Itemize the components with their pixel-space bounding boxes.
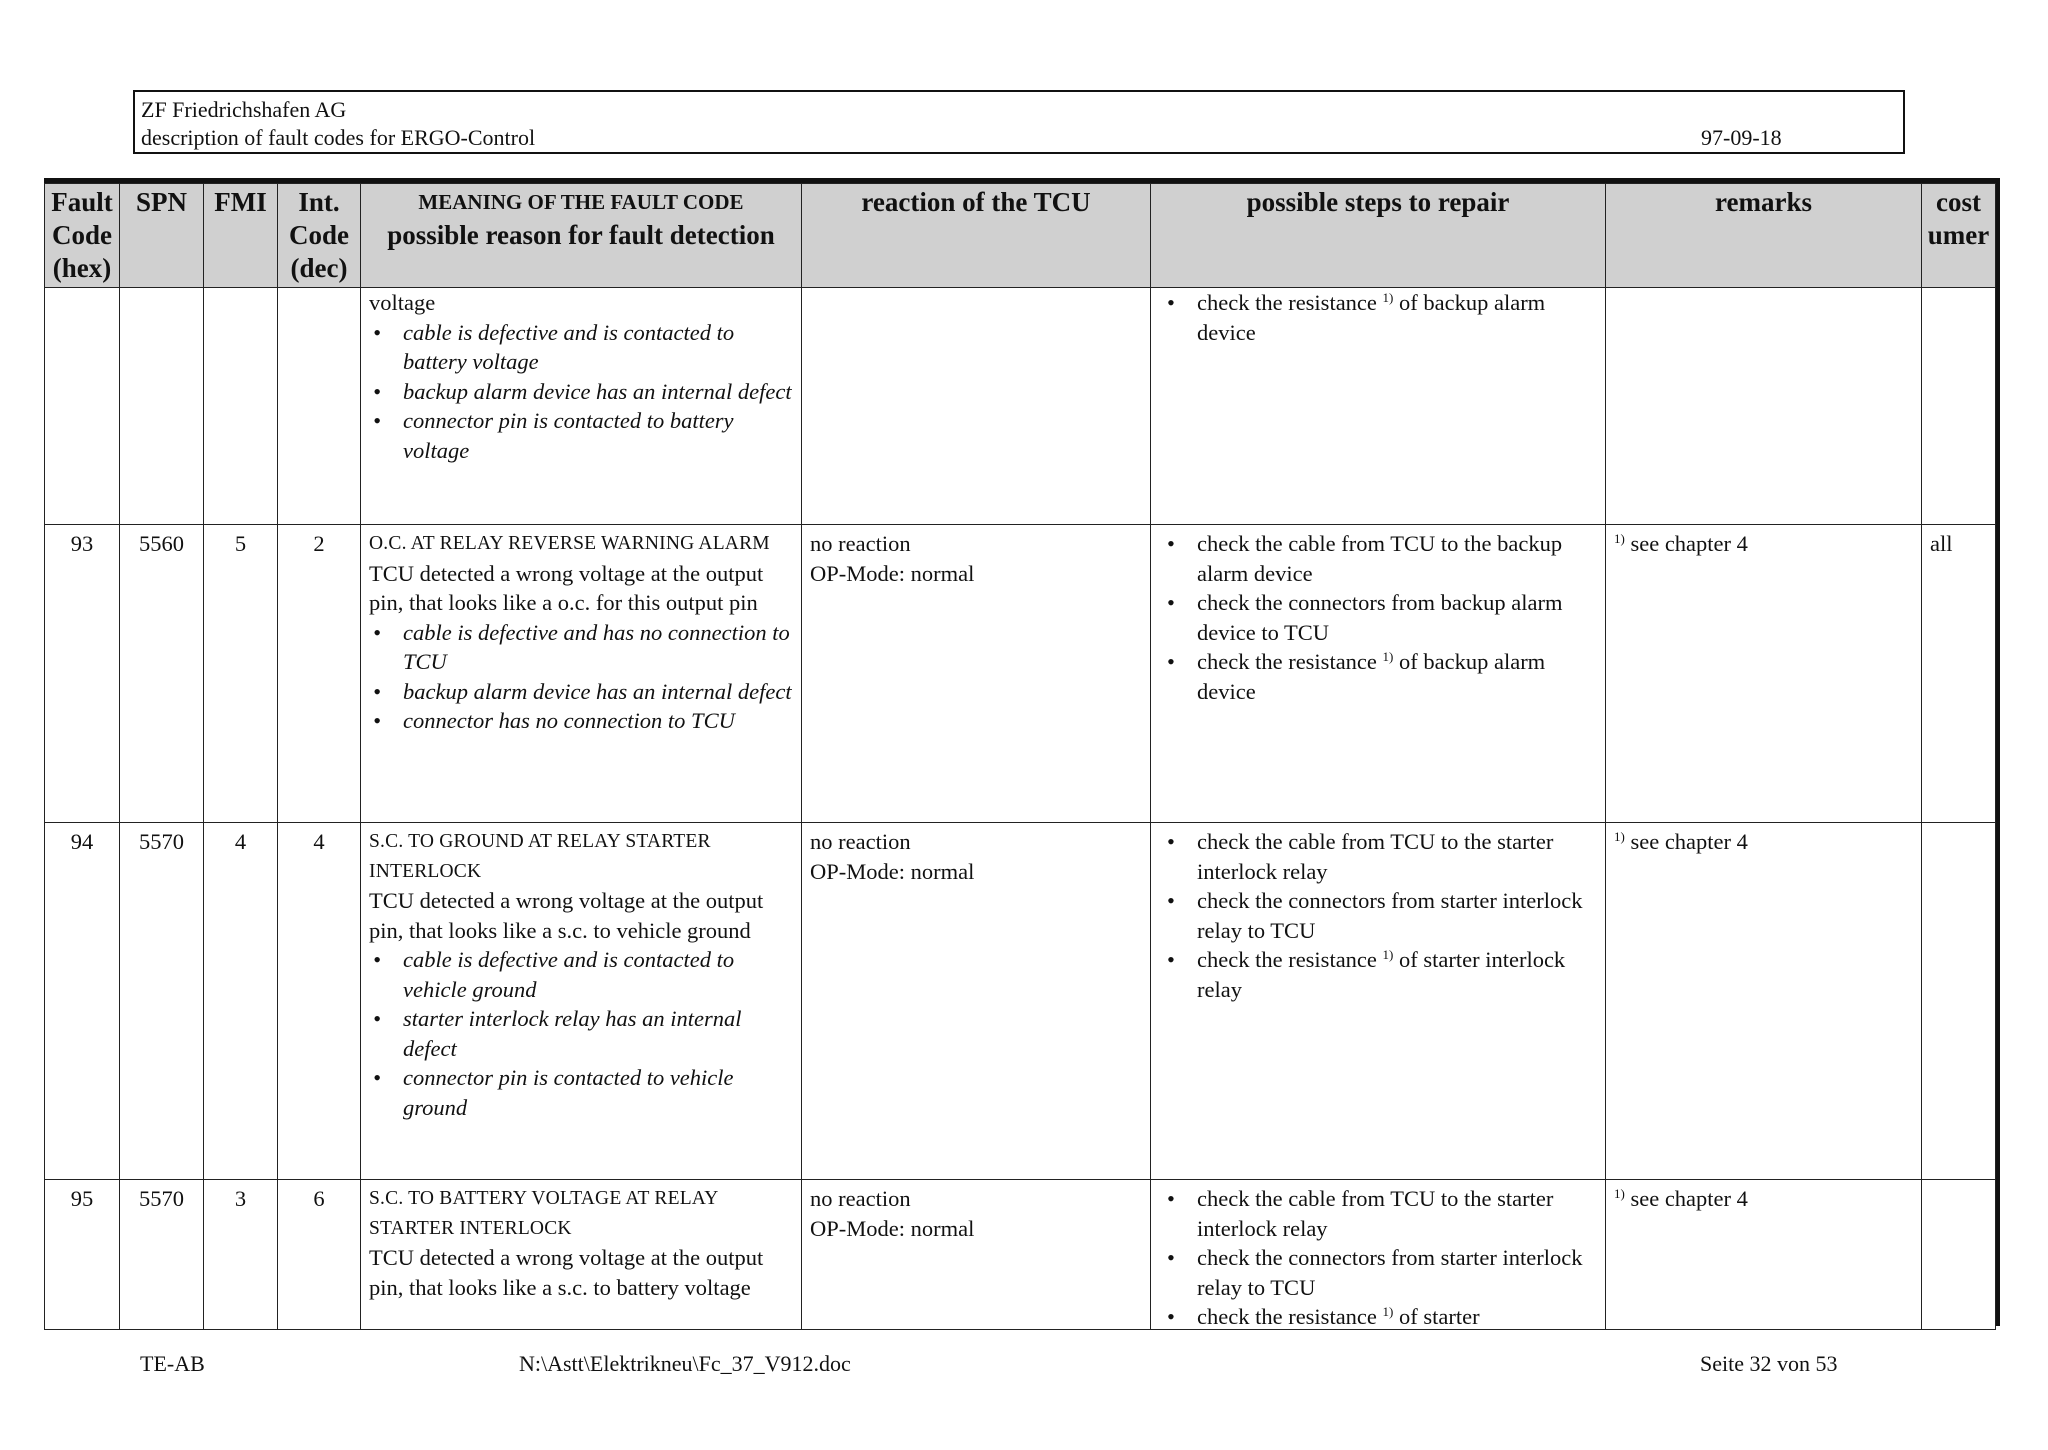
- list-item: • check the connectors from backup alarm device to TCU: [1189, 588, 1597, 647]
- document-header: [133, 90, 1905, 154]
- company-name: ZF Friedrichshafen AG: [141, 97, 347, 122]
- cell-repair: [1151, 823, 1606, 1180]
- list-item: • check the connectors from starter interlock relay to TCU: [1189, 1243, 1597, 1302]
- reaction-line: no reaction: [810, 531, 911, 556]
- reaction-line: OP-Mode: normal: [810, 560, 975, 586]
- reason-list: [369, 318, 793, 466]
- list-item: • connector has no connection to TCU: [395, 706, 793, 736]
- cell-fault-code: 95: [45, 1180, 120, 1330]
- list-item: [1189, 1302, 1597, 1326]
- reaction-line: OP-Mode: normal: [810, 858, 975, 884]
- cell-int-code: 6: [278, 1180, 361, 1330]
- col-header-customer: cost umer: [1922, 184, 1996, 288]
- cell-fmi: 5: [204, 525, 278, 823]
- remarks-text: see chapter 4: [1630, 531, 1748, 556]
- cell-meaning: [361, 288, 802, 525]
- table-row: [45, 1180, 1996, 1330]
- cell-fmi: 3: [204, 1180, 278, 1330]
- col-header-reaction: reaction of the TCU: [802, 184, 1151, 288]
- cell-clip: [1159, 1184, 1597, 1326]
- list-item: • connector pin is contacted to battery voltage: [395, 406, 793, 465]
- repair-text: of backup alarm device: [1197, 649, 1546, 704]
- cell-remarks: [1606, 525, 1922, 823]
- meaning-text: voltage: [369, 290, 436, 315]
- list-item: • check the connectors from starter interlock relay to TCU: [1189, 886, 1597, 945]
- col-header-meaning-bottom: possible reason for fault detection: [387, 220, 775, 250]
- list-item: • cable is defective and has no connection to TCU: [395, 618, 793, 677]
- cell-remarks: [1606, 823, 1922, 1180]
- repair-text: check the resistance: [1197, 290, 1377, 315]
- repair-text: check the resistance: [1197, 947, 1377, 972]
- document-description: description of fault codes for ERGO-Control: [141, 125, 536, 150]
- fault-title: S.C. TO GROUND AT RELAY STARTER INTERLOCK: [369, 831, 711, 882]
- footnote-marker: 1): [1614, 829, 1625, 844]
- repair-text: of backup alarm device: [1197, 290, 1546, 345]
- cell-fault-code: [45, 288, 120, 525]
- footnote-marker: 1): [1382, 1304, 1394, 1319]
- footnote-marker: 1): [1614, 1186, 1625, 1201]
- footer-department: TE-AB: [140, 1351, 205, 1376]
- list-item: • cable is defective and is contacted to vehicle ground: [395, 945, 793, 1004]
- repair-list: [1159, 529, 1597, 706]
- footnote-marker: 1): [1614, 531, 1625, 546]
- list-item: • check the cable from TCU to the starter interlock relay: [1189, 827, 1597, 886]
- table-row: [45, 823, 1996, 1180]
- col-header-fmi: FMI: [204, 184, 278, 288]
- cell-spn: 5570: [120, 1180, 204, 1330]
- list-item: • check the cable from TCU to the starter interlock relay: [1189, 1184, 1597, 1243]
- cell-customer: [1922, 288, 1996, 525]
- cell-spn: 5560: [120, 525, 204, 823]
- repair-list: [1159, 827, 1597, 1004]
- repair-list: [1159, 1184, 1597, 1326]
- cell-fault-code: 94: [45, 823, 120, 1180]
- list-item: • check the cable from TCU to the backup alarm device: [1189, 529, 1597, 588]
- cell-customer: [1922, 823, 1996, 1180]
- list-item: • connector pin is contacted to vehicle ground: [395, 1063, 793, 1122]
- cell-customer: all: [1922, 525, 1996, 823]
- reason-list: [369, 945, 793, 1122]
- cell-fault-code: 93: [45, 525, 120, 823]
- cell-repair: [1151, 1180, 1606, 1330]
- list-item: • starter interlock relay has an internal defect: [395, 1004, 793, 1063]
- cell-reaction: [802, 525, 1151, 823]
- document-date: 97-09-18: [1701, 125, 1782, 150]
- cell-spn: [120, 288, 204, 525]
- cell-meaning: [361, 525, 802, 823]
- table-row: [45, 288, 1996, 525]
- table-header-row: [45, 184, 1996, 288]
- cell-reaction: [802, 1180, 1151, 1330]
- fault-description: TCU detected a wrong voltage at the output pin, that looks like a s.c. to vehicle ground: [369, 888, 764, 943]
- list-item: [1189, 945, 1597, 1004]
- repair-text: check the resistance: [1197, 649, 1377, 674]
- col-header-fault-code: Fault Code (hex): [45, 184, 120, 288]
- fault-title: S.C. TO BATTERY VOLTAGE AT RELAY STARTER INTERLOCK: [369, 1188, 718, 1239]
- cell-int-code: [278, 288, 361, 525]
- reason-list: [369, 618, 793, 736]
- footnote-marker: 1): [1382, 290, 1394, 305]
- fault-code-table: [44, 183, 1996, 1330]
- col-header-remarks: remarks: [1606, 184, 1922, 288]
- cell-customer: [1922, 1180, 1996, 1330]
- cell-remarks: [1606, 288, 1922, 525]
- fault-description: TCU detected a wrong voltage at the output pin, that looks like a o.c. for this output pin: [369, 560, 764, 615]
- cell-clip: [369, 1184, 793, 1302]
- cell-remarks: [1606, 1180, 1922, 1330]
- col-header-int-code: Int. Code (dec): [278, 184, 361, 288]
- cell-int-code: 2: [278, 525, 361, 823]
- col-header-repair: possible steps to repair: [1151, 184, 1606, 288]
- list-item: [1189, 288, 1597, 347]
- footnote-marker: 1): [1382, 947, 1394, 962]
- fault-title: O.C. AT RELAY REVERSE WARNING ALARM: [369, 533, 770, 554]
- repair-list: [1159, 288, 1597, 347]
- footer-page-number: Seite 32 von 53: [1700, 1351, 1838, 1376]
- repair-text: of starter: [1399, 1304, 1480, 1326]
- footnote-marker: 1): [1382, 649, 1394, 664]
- cell-meaning: [361, 823, 802, 1180]
- col-header-meaning: [361, 184, 802, 288]
- cell-fmi: [204, 288, 278, 525]
- fault-description: TCU detected a wrong voltage at the output pin, that looks like a s.c. to battery voltage: [369, 1245, 764, 1300]
- cell-spn: 5570: [120, 823, 204, 1180]
- list-item: • backup alarm device has an internal defect: [395, 677, 793, 707]
- fault-code-table-wrapper: [44, 178, 2000, 1326]
- footer-file-path: N:\Astt\Elektrikneu\Fc_37_V912.doc: [519, 1351, 851, 1376]
- repair-text: of starter interlock relay: [1197, 947, 1566, 1002]
- cell-fmi: 4: [204, 823, 278, 1180]
- cell-repair: [1151, 525, 1606, 823]
- cell-meaning: [361, 1180, 802, 1330]
- remarks-text: see chapter 4: [1630, 829, 1748, 854]
- col-header-meaning-top: MEANING OF THE FAULT CODE: [418, 190, 744, 214]
- list-item: • cable is defective and is contacted to battery voltage: [395, 318, 793, 377]
- list-item: [1189, 647, 1597, 706]
- reaction-line: no reaction: [810, 829, 911, 854]
- cell-int-code: 4: [278, 823, 361, 1180]
- cell-reaction: [802, 823, 1151, 1180]
- repair-text: check the resistance: [1197, 1304, 1377, 1326]
- reaction-line: no reaction: [810, 1186, 911, 1211]
- list-item: • backup alarm device has an internal defect: [395, 377, 793, 407]
- col-header-spn: SPN: [120, 184, 204, 288]
- remarks-text: see chapter 4: [1630, 1186, 1748, 1211]
- reaction-line: OP-Mode: normal: [810, 1215, 975, 1241]
- cell-reaction: [802, 288, 1151, 525]
- cell-repair: [1151, 288, 1606, 525]
- table-row: [45, 525, 1996, 823]
